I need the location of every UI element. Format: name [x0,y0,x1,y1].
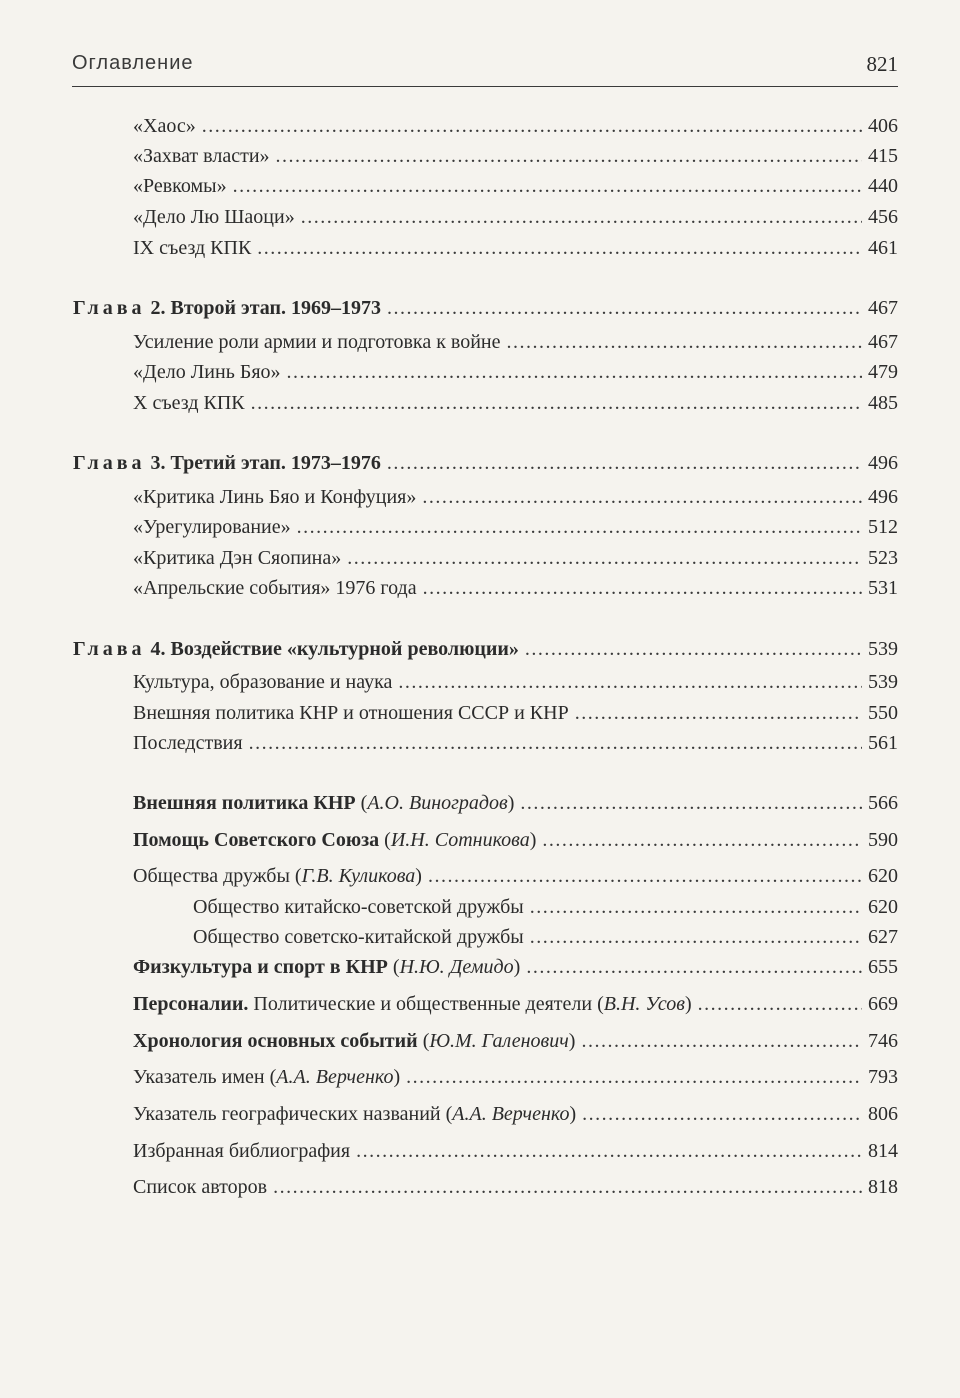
toc-entry-uregulirovanie[interactable]: «Урегулирование» ..... 512 [133,515,898,539]
entry-page: 746 [868,1030,898,1052]
toc-entry-x-sezd[interactable]: X съезд КПК ..... 485 [133,391,898,415]
toc-entry-zakhvat-vlasti[interactable]: «Захват власти» ..... 415 [133,144,898,168]
entry-author: И.Н. Сотникова [390,829,530,851]
entry-author: А.О. Виноградов [367,792,508,814]
leader-dots [257,236,862,260]
chapter-title: 2. Второй этап. 1969–1973 [145,297,382,319]
entry-author: Н.Ю. Демидо [399,956,514,978]
leader-dots [249,731,862,755]
toc-entry-aprelskie-sobytiya[interactable]: «Апрельские события» 1976 года ..... 531 [133,576,898,600]
entry-page: 512 [868,516,898,538]
leader-dots [233,174,862,198]
entry-author: Ю.М. Галенович [429,1030,569,1052]
chapter-label: Глава [73,638,146,660]
leader-dots [581,1029,862,1053]
leader-dots [273,1175,862,1199]
leader-dots [582,1102,862,1126]
toc-entry-fizkultura-i-sport[interactable]: Физкультура и спорт в КНР (Н.Ю. Демидо) ..... 655 [133,955,898,979]
leader-dots [428,864,862,888]
toc-entry-usilenie-roli-armii[interactable]: Усиление роли армии и подготовка к войне ..... 467 [133,330,898,354]
entry-author: В.Н. Усов [603,993,685,1015]
toc-entry-spisok-avtorov[interactable]: Список авторов ..... 818 [133,1175,898,1199]
leader-dots [301,205,862,229]
leader-dots [423,576,862,600]
entry-page: 655 [868,956,898,978]
toc-entry-revkomy[interactable]: «Ревкомы» ..... 440 [133,174,898,198]
entry-page: 590 [868,829,898,851]
toc-entry-khronologiya[interactable]: Хронология основных событий (Ю.М. Галенович) ..... 746 [133,1029,898,1053]
toc-entry-posledstviya[interactable]: Последствия ..... 561 [133,731,898,755]
entry-author: А.А. Верченко [276,1066,394,1088]
entry-page: 406 [868,115,898,137]
entry-page: 496 [868,486,898,508]
entry-page: 539 [868,671,898,693]
page-header [72,52,898,87]
entry-page: 467 [868,331,898,353]
toc-entry-obshchestva-druzhby[interactable]: Общества дружбы (Г.В. Куликова) ..... 620 [133,864,898,888]
entry-page: 440 [868,175,898,197]
entry-page: 479 [868,361,898,383]
leader-dots [530,895,862,919]
page-number: 821 [866,52,898,76]
toc-chapter-4[interactable] [73,637,898,661]
toc-entry-vneshnyaya-politika-sssr[interactable]: Внешняя политика КНР и отношения СССР и КНР ..... 550 [133,701,898,725]
entry-page: 818 [868,1176,898,1198]
entry-page: 485 [868,392,898,414]
toc-entry-delo-lyu-shaotsi[interactable]: «Дело Лю Шаоци» ..... 456 [133,205,898,229]
entry-page: 669 [868,993,898,1015]
leader-dots [698,992,862,1016]
leader-dots [575,701,862,725]
entry-page: 566 [868,792,898,814]
leader-dots [398,670,862,694]
toc-entry-kitaysko-sovetskoy[interactable]: Общество китайско-советской дружбы ..... 620 [193,895,898,919]
leader-dots [387,296,862,320]
toc-entry-ix-sezd[interactable]: IX съезд КПК ..... 461 [133,236,898,260]
toc-entry-pomoshch-sovetskogo-soyuza[interactable]: Помощь Советского Союза (И.Н. Сотникова) ..... 590 [133,828,898,852]
chapter-title: 3. Третий этап. 1973–1976 [145,452,381,474]
leader-dots [507,330,863,354]
leader-dots [387,451,862,475]
leader-dots [356,1139,862,1163]
entry-page: 561 [868,732,898,754]
toc-entry-personalii[interactable]: Персоналии. Политические и общественные деятели (В.Н. Усов) ..... 669 [133,992,898,1016]
entry-author: А.А. Верченко [452,1103,570,1125]
chapter-label: Глава [73,297,146,319]
toc-entry-delo-lin-byao[interactable]: «Дело Линь Бяо» ..... 479 [133,360,898,384]
toc-chapter-3[interactable] [73,451,898,475]
leader-dots [422,485,862,509]
entry-page: 539 [868,638,898,660]
toc-entry-kultura-obrazovanie[interactable]: Культура, образование и наука ..... 539 [133,670,898,694]
entry-author: Г.В. Куликова [301,865,416,887]
entry-page: 814 [868,1140,898,1162]
leader-dots [526,955,862,979]
entry-page: 456 [868,206,898,228]
leader-dots [520,791,862,815]
leader-dots [525,637,862,661]
entry-page: 627 [868,926,898,948]
entry-page: 620 [868,896,898,918]
entry-page: 620 [868,865,898,887]
entry-page: 806 [868,1103,898,1125]
entry-page: 415 [868,145,898,167]
leader-dots [202,114,862,138]
toc-entry-kritika-lin-byao[interactable]: «Критика Линь Бяо и Конфуция» ..... 496 [133,485,898,509]
leader-dots [287,360,862,384]
entry-page: 461 [868,237,898,259]
section-title: Оглавление [72,52,194,74]
toc-entry-ukazatel-geograficheskikh[interactable]: Указатель географических названий (А.А. Верченко) ..... 806 [133,1102,898,1126]
toc-entry-ukazatel-imen[interactable]: Указатель имен (А.А. Верченко) ..... 793 [133,1065,898,1089]
toc-entry-vneshnyaya-politika-knr[interactable]: Внешняя политика КНР (А.О. Виноградов) ..... 566 [133,791,898,815]
entry-page: 496 [868,452,898,474]
leader-dots [276,144,862,168]
leader-dots [347,546,862,570]
toc-entry-khaos[interactable]: «Хаос» ..... 406 [133,114,898,138]
leader-dots [530,925,862,949]
entry-page: 550 [868,702,898,724]
toc-chapter-2[interactable] [73,296,898,320]
entry-page: 523 [868,547,898,569]
toc-entry-bibliografiya[interactable]: Избранная библиография ..... 814 [133,1139,898,1163]
leader-dots [406,1065,862,1089]
entry-page: 531 [868,577,898,599]
leader-dots [251,391,862,415]
entry-page: 467 [868,297,898,319]
leader-dots [297,515,862,539]
chapter-title: 4. Воздействие «культурной революции» [145,638,519,660]
leader-dots [542,828,862,852]
entry-page: 793 [868,1066,898,1088]
toc-entry-sovetsko-kitayskoy[interactable]: Общество советско-китайской дружбы ..... 627 [193,925,898,949]
chapter-label: Глава [73,452,146,474]
toc-entry-kritika-den-syaopina[interactable]: «Критика Дэн Сяопина» ..... 523 [133,546,898,570]
